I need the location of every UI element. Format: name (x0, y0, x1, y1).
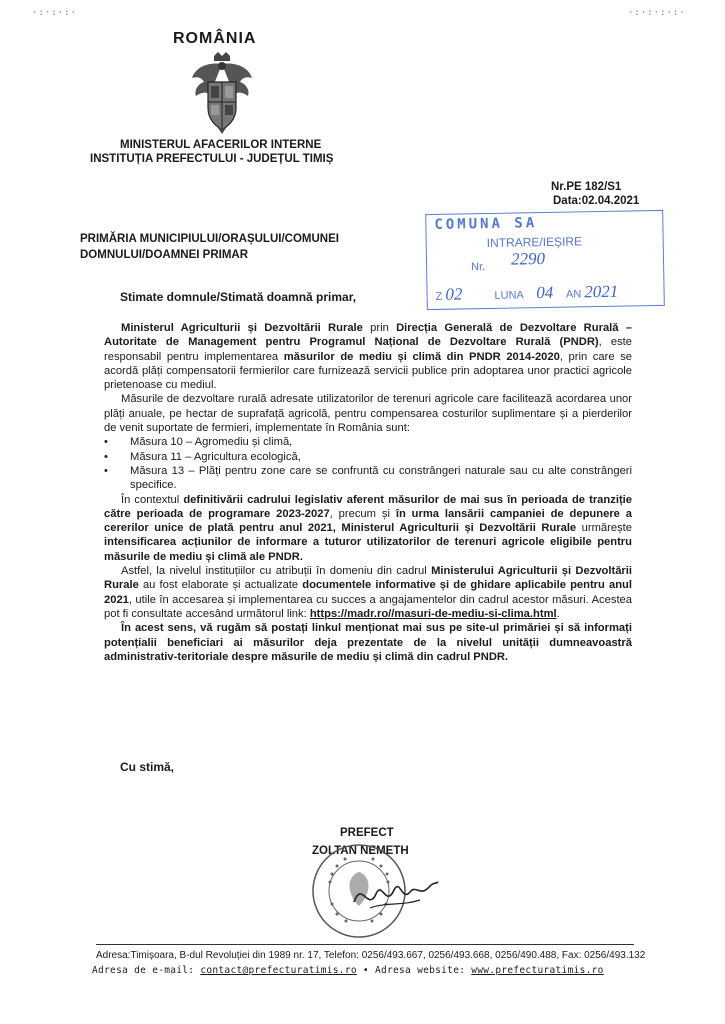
text: , utile în accesarea și implementarea cu succes a angajamentelor din cadrul acestor măsuri. Acestea pot fi consultate accesând următorul link: (104, 593, 632, 620)
text-bold: Ministerului Agriculturii și Dezvoltării Rurale (104, 565, 633, 592)
text: Astfel, la nivelul instituțiilor cu atribuții în domeniu din cadrul (121, 565, 432, 578)
letter-body (104, 321, 632, 664)
stamp-day-value: 02 (445, 284, 463, 304)
website-link[interactable]: www.prefecturatimis.ro (471, 965, 604, 976)
paragraph-4 (104, 564, 632, 621)
bullet-icon: • (104, 464, 108, 477)
signatory-title: PREFECT (340, 827, 394, 839)
recipient-line-2: DOMNULUI/DOAMNEI PRIMAR (80, 249, 249, 261)
closing: Cu stimă, (120, 760, 175, 774)
footer-contact (92, 965, 604, 976)
issuing-authority (90, 138, 418, 166)
paragraph-3 (104, 493, 632, 564)
stamp-direction: INTRARE/IEȘIRE (486, 234, 583, 251)
salutation: Stimate domnule/Stimată doamnă primar, (120, 290, 357, 304)
email-link[interactable]: contact@prefecturatimis.ro (200, 965, 357, 976)
paragraph-1 (104, 321, 632, 392)
measures-link[interactable]: https://madr.ro//masuri-de-mediu-si-clima.html (309, 607, 557, 620)
bullet-icon: • (104, 450, 108, 463)
stamp-month-label: LUNA (494, 289, 524, 302)
text: prin (362, 322, 397, 334)
paragraph-5: În acest sens, vă rugăm să postați linkul menționat mai sus pe site-ul primăriei și să informați potențialii beneficiari ai măsurilor deja prezentate de la nivelul unității dumneavoastră administrativ-teritoriale despre măsurile de mediu și climă din cadrul PNDR. (104, 622, 632, 663)
text: , precum și (329, 507, 396, 520)
signatory-name: ZOLTAN NEMETH (312, 845, 409, 857)
stamp-title: COMUNA SA (434, 215, 538, 233)
website-label: Adresa website: (374, 965, 472, 976)
text-bold: Ministerul Agriculturii și Dezvoltării Rurale (121, 322, 363, 334)
bullet-icon: • (104, 436, 108, 449)
list-item (104, 450, 632, 464)
text: , este responsabil pentru implementarea (104, 336, 632, 363)
text: urmărește (576, 522, 633, 535)
list-item-text: Măsura 13 – Plăți pentru zone care se confruntă cu constrângeri naturale sau cu alte constrângeri specifice. (130, 464, 632, 492)
text-bold: măsurilor de mediu și climă din PNDR 2014-2020 (283, 350, 560, 363)
reference-date: Data:02.04.2021 (553, 195, 640, 207)
text: În contextul (121, 493, 184, 506)
coat-of-arms-icon (190, 52, 254, 134)
text-bold: Direcția Generală de Dezvoltare Rurală – Autoritate de Management pentru Programul Național de Dezvoltare Rurală (PNDR) (104, 322, 632, 349)
country-heading: ROMÂNIA (173, 30, 257, 47)
stamp-day-label: Z (435, 290, 443, 303)
stamp-nr-label: Nr. (471, 261, 486, 274)
list-item-text: Măsura 10 – Agromediu și climă, (130, 436, 293, 449)
address-text: Timișoara, B-dul Revoluției din 1989 nr. 17, Telefon: 0256/493.667, 0256/493.668, 0256/490.488, Fax: 0256/493.132 (130, 950, 646, 961)
stamp-month-value: 04 (536, 282, 554, 303)
registration-stamp (425, 210, 665, 310)
institution-name: INSTITUȚIA PREFECTULUI - JUDEȚUL TIMIȘ (90, 153, 334, 165)
measures-list (104, 435, 632, 492)
scan-artifact: ·:·:·:· (32, 8, 77, 18)
stamp-nr-value: 2290 (510, 249, 546, 269)
address-label: Adresa: (96, 950, 131, 961)
reference-number: Nr.PE 182/S1 (551, 181, 622, 193)
footer-address (96, 950, 645, 961)
stamp-year-label: AN (565, 288, 582, 301)
text: au fost elaborate și actualizate (138, 579, 303, 592)
reference-block (546, 180, 639, 208)
stamp-year-value: 2021 (584, 281, 619, 302)
stamp-date (435, 281, 663, 305)
paragraph-2: Măsurile de dezvoltare rurală adresate utilizatorilor de terenuri agricole care facilitează acordarea unor plăți anuale, pe hectar de suprafață agricolă, pentru compensarea costurilor suplimentare și a pierderilor de venit suportate de fermieri, implementate în România sunt: (104, 393, 632, 435)
list-item (104, 435, 632, 449)
recipient-block (80, 231, 339, 263)
text: . (556, 607, 560, 620)
list-item-text: Măsura 11 – Agricultura ecologică, (130, 450, 301, 463)
scan-artifact: ·:·:·:·:· (628, 8, 686, 18)
handwritten-signature-icon (350, 872, 440, 920)
list-item (104, 464, 632, 493)
email-label: Adresa de e-mail: (92, 965, 201, 976)
text-bold: definitivării cadrului legislativ aferent măsurilor de mai sus în perioada de tranziție către perioada de programare 2023-2027 (104, 493, 632, 520)
text-bold: intensificarea acțiunilor de informare a tuturor utilizatorilor de terenuri agricole eligibile pentru măsurile de mediu și climă ale PNDR. (104, 536, 632, 563)
text-bold: în urma lansării campaniei de depunere a cererilor unice de plată pentru anul 2021, Ministerul Agriculturii și Dezvoltării Rurale (104, 507, 633, 535)
separator: • (356, 965, 375, 976)
footer-divider (96, 944, 634, 945)
text: , prin care se acordă plăți compensatorii fermierilor care furnizează servicii publice prin adoptarea unor practici agricole prietenoase cu mediul. (104, 350, 632, 392)
text-bold: documentele informative și de ghidare aplicabile pentru anul 2021 (104, 579, 632, 606)
ministry-name: MINISTERUL AFACERILOR INTERNE (120, 139, 322, 151)
recipient-line-1: PRIMĂRIA MUNICIPIULUI/ORAȘULUI/COMUNEI (80, 233, 339, 245)
